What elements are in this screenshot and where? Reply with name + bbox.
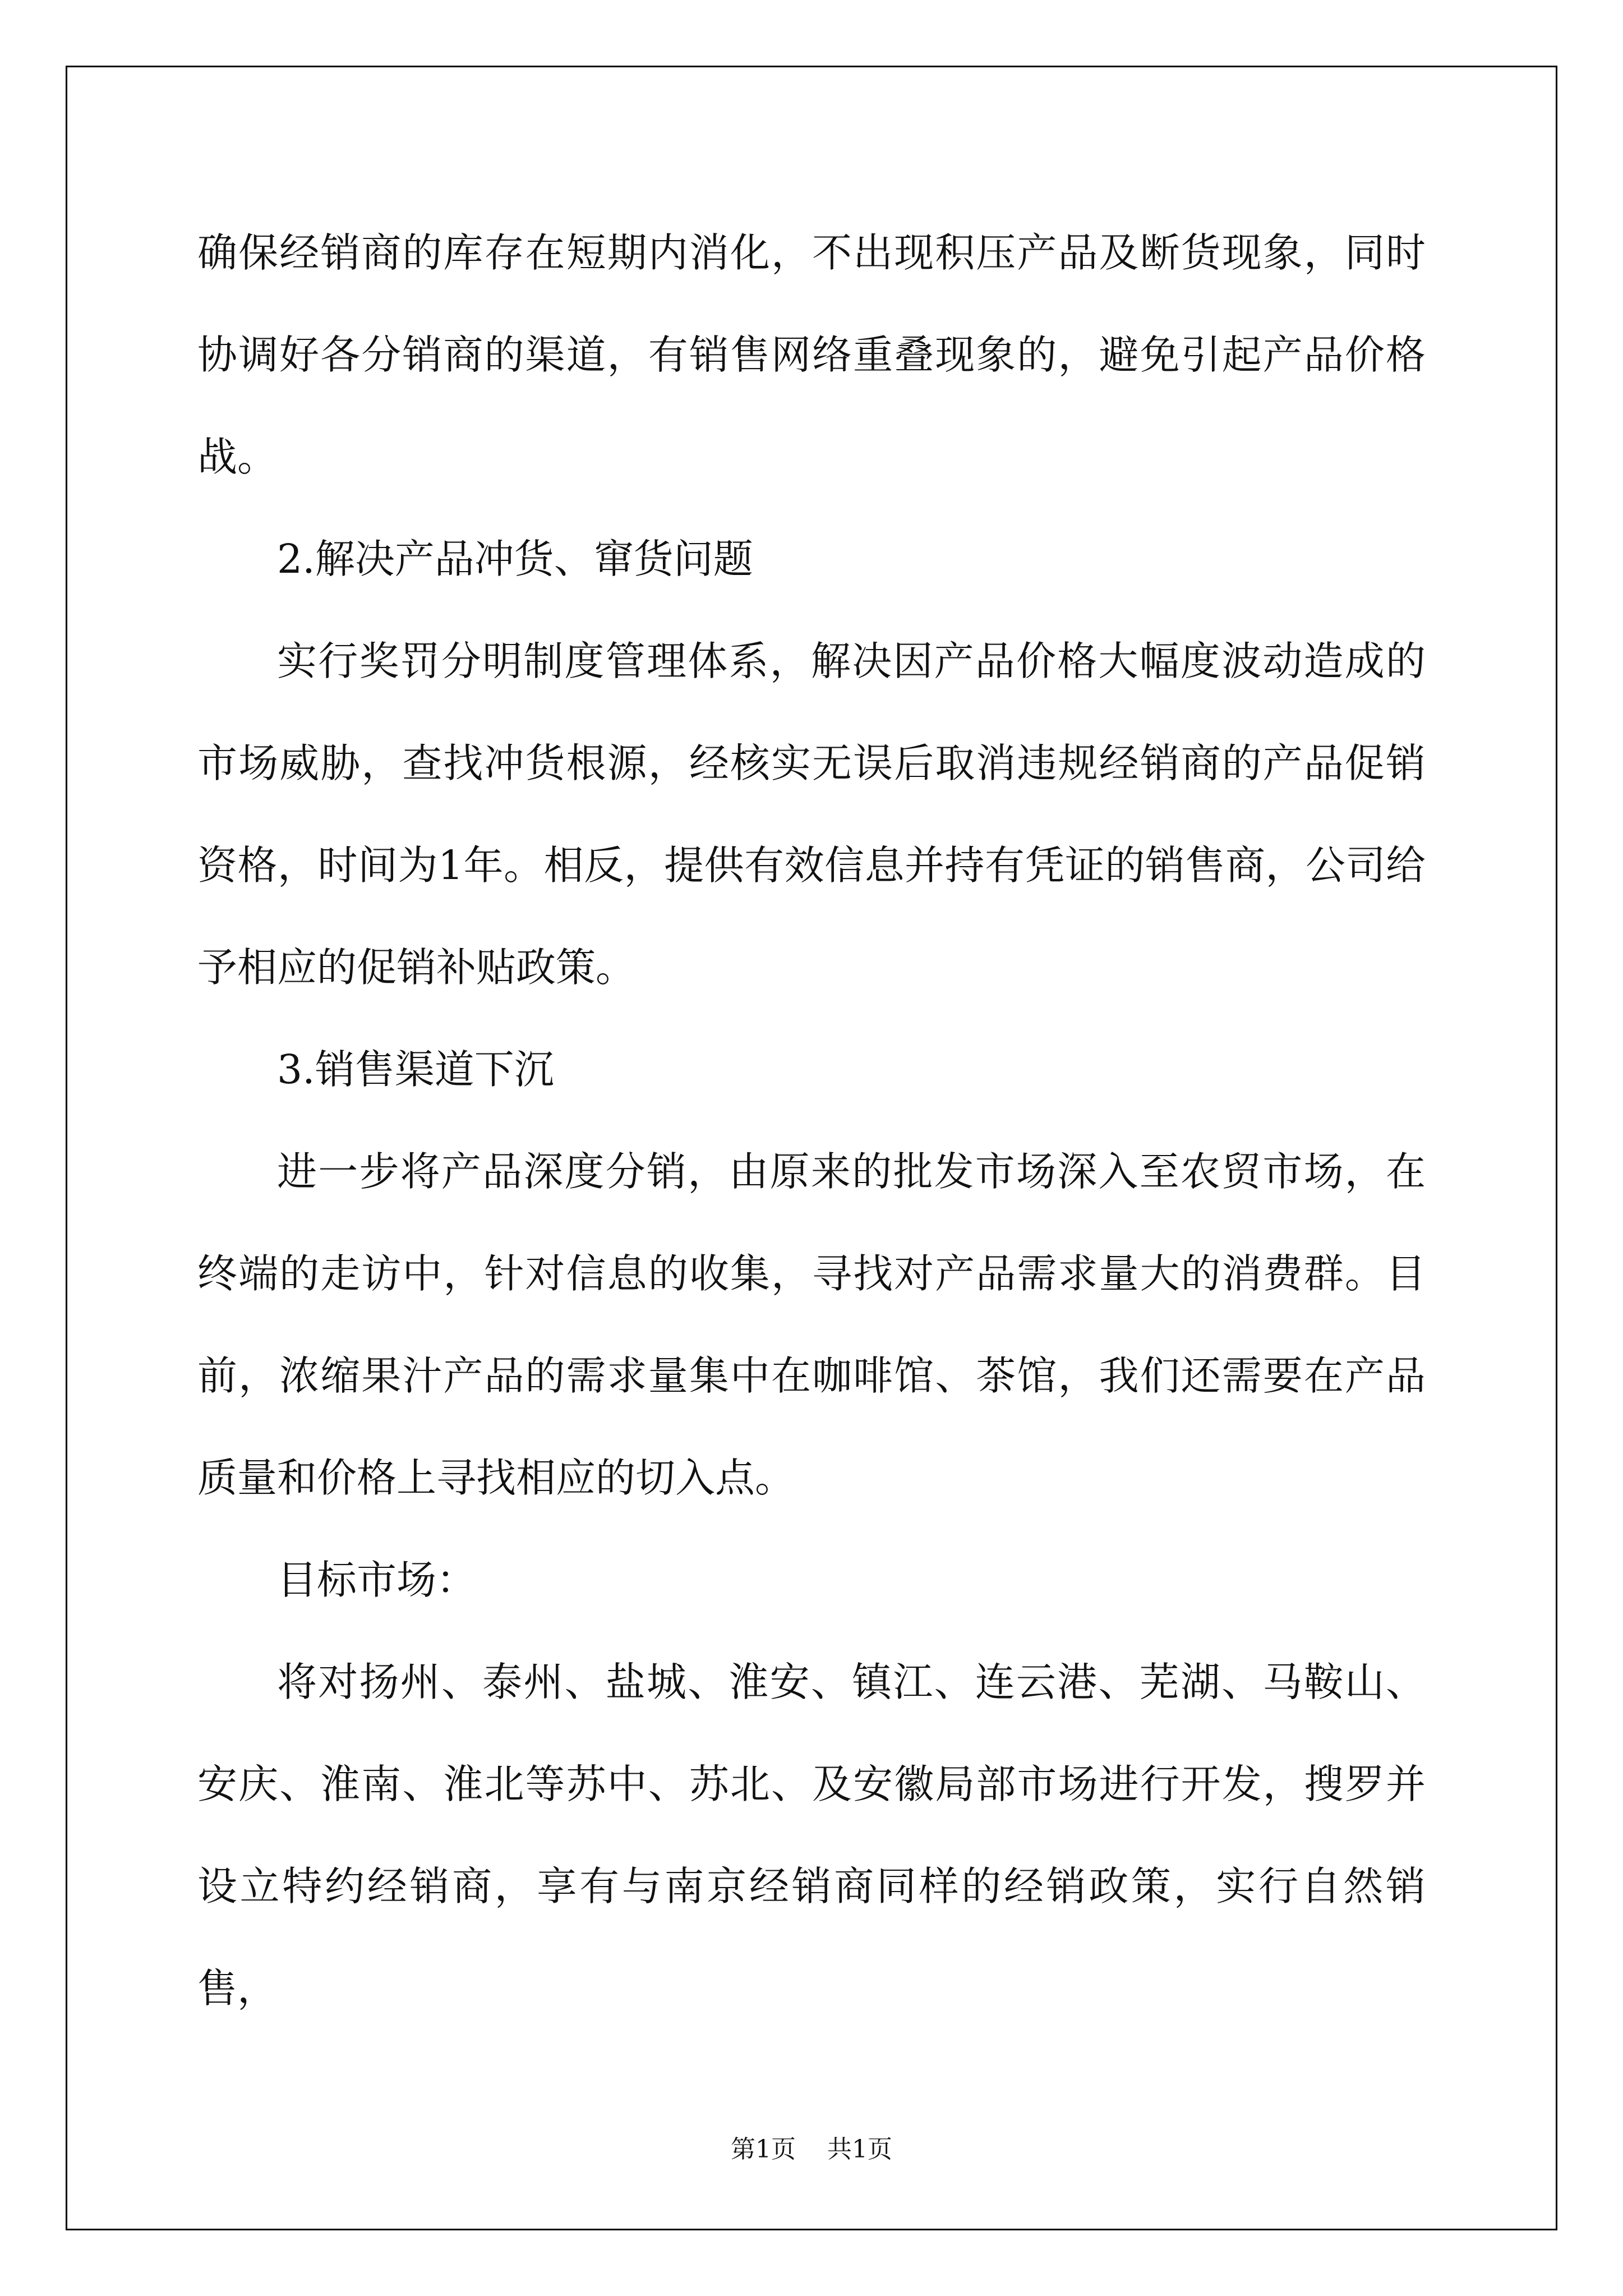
paragraph: 实行奖罚分明制度管理体系，解决因产品价格大幅度波动造成的市场威胁，查找冲货根源，经核实无误后取消违规经销商的产品促销资格，时间为1年。相反，提供有效信息并持有凭证的销售商，公司给予相应的促销补贴政策。 bbox=[197, 638, 1426, 991]
paragraph-continued: 确保经销商的库存在短期内消化，不出现积压产品及断货现象，同时协调好各分销商的渠道，有销售网络重叠现象的，避免引起产品价格战。 bbox=[197, 229, 1426, 480]
page-total: 共1页 bbox=[827, 2135, 892, 2164]
page-footer bbox=[0, 2129, 1623, 2165]
section-heading-2: 2.解决产品冲货、窜货问题 bbox=[277, 536, 753, 582]
page-number: 第1页 bbox=[731, 2135, 796, 2164]
paragraph: 将对扬州、泰州、盐城、淮安、镇江、连云港、芜湖、马鞍山、安庆、淮南、淮北等苏中、苏北、及安徽局部市场进行开发，搜罗并设立特约经销商，享有与南京经销商同样的经销政策，实行自然销售， bbox=[197, 1659, 1426, 2012]
paragraph: 进一步将产品深度分销，由原来的批发市场深入至农贸市场，在终端的走访中，针对信息的收集，寻找对产品需求量大的消费群。目前，浓缩果汁产品的需求量集中在咖啡馆、茶馆，我们还需要在产品质量和价格上寻找相应的切入点。 bbox=[197, 1148, 1426, 1501]
document-body bbox=[197, 202, 1426, 2040]
section-heading-3: 3.销售渠道下沉 bbox=[277, 1046, 554, 1093]
target-market-label: 目标市场： bbox=[277, 1557, 477, 1603]
